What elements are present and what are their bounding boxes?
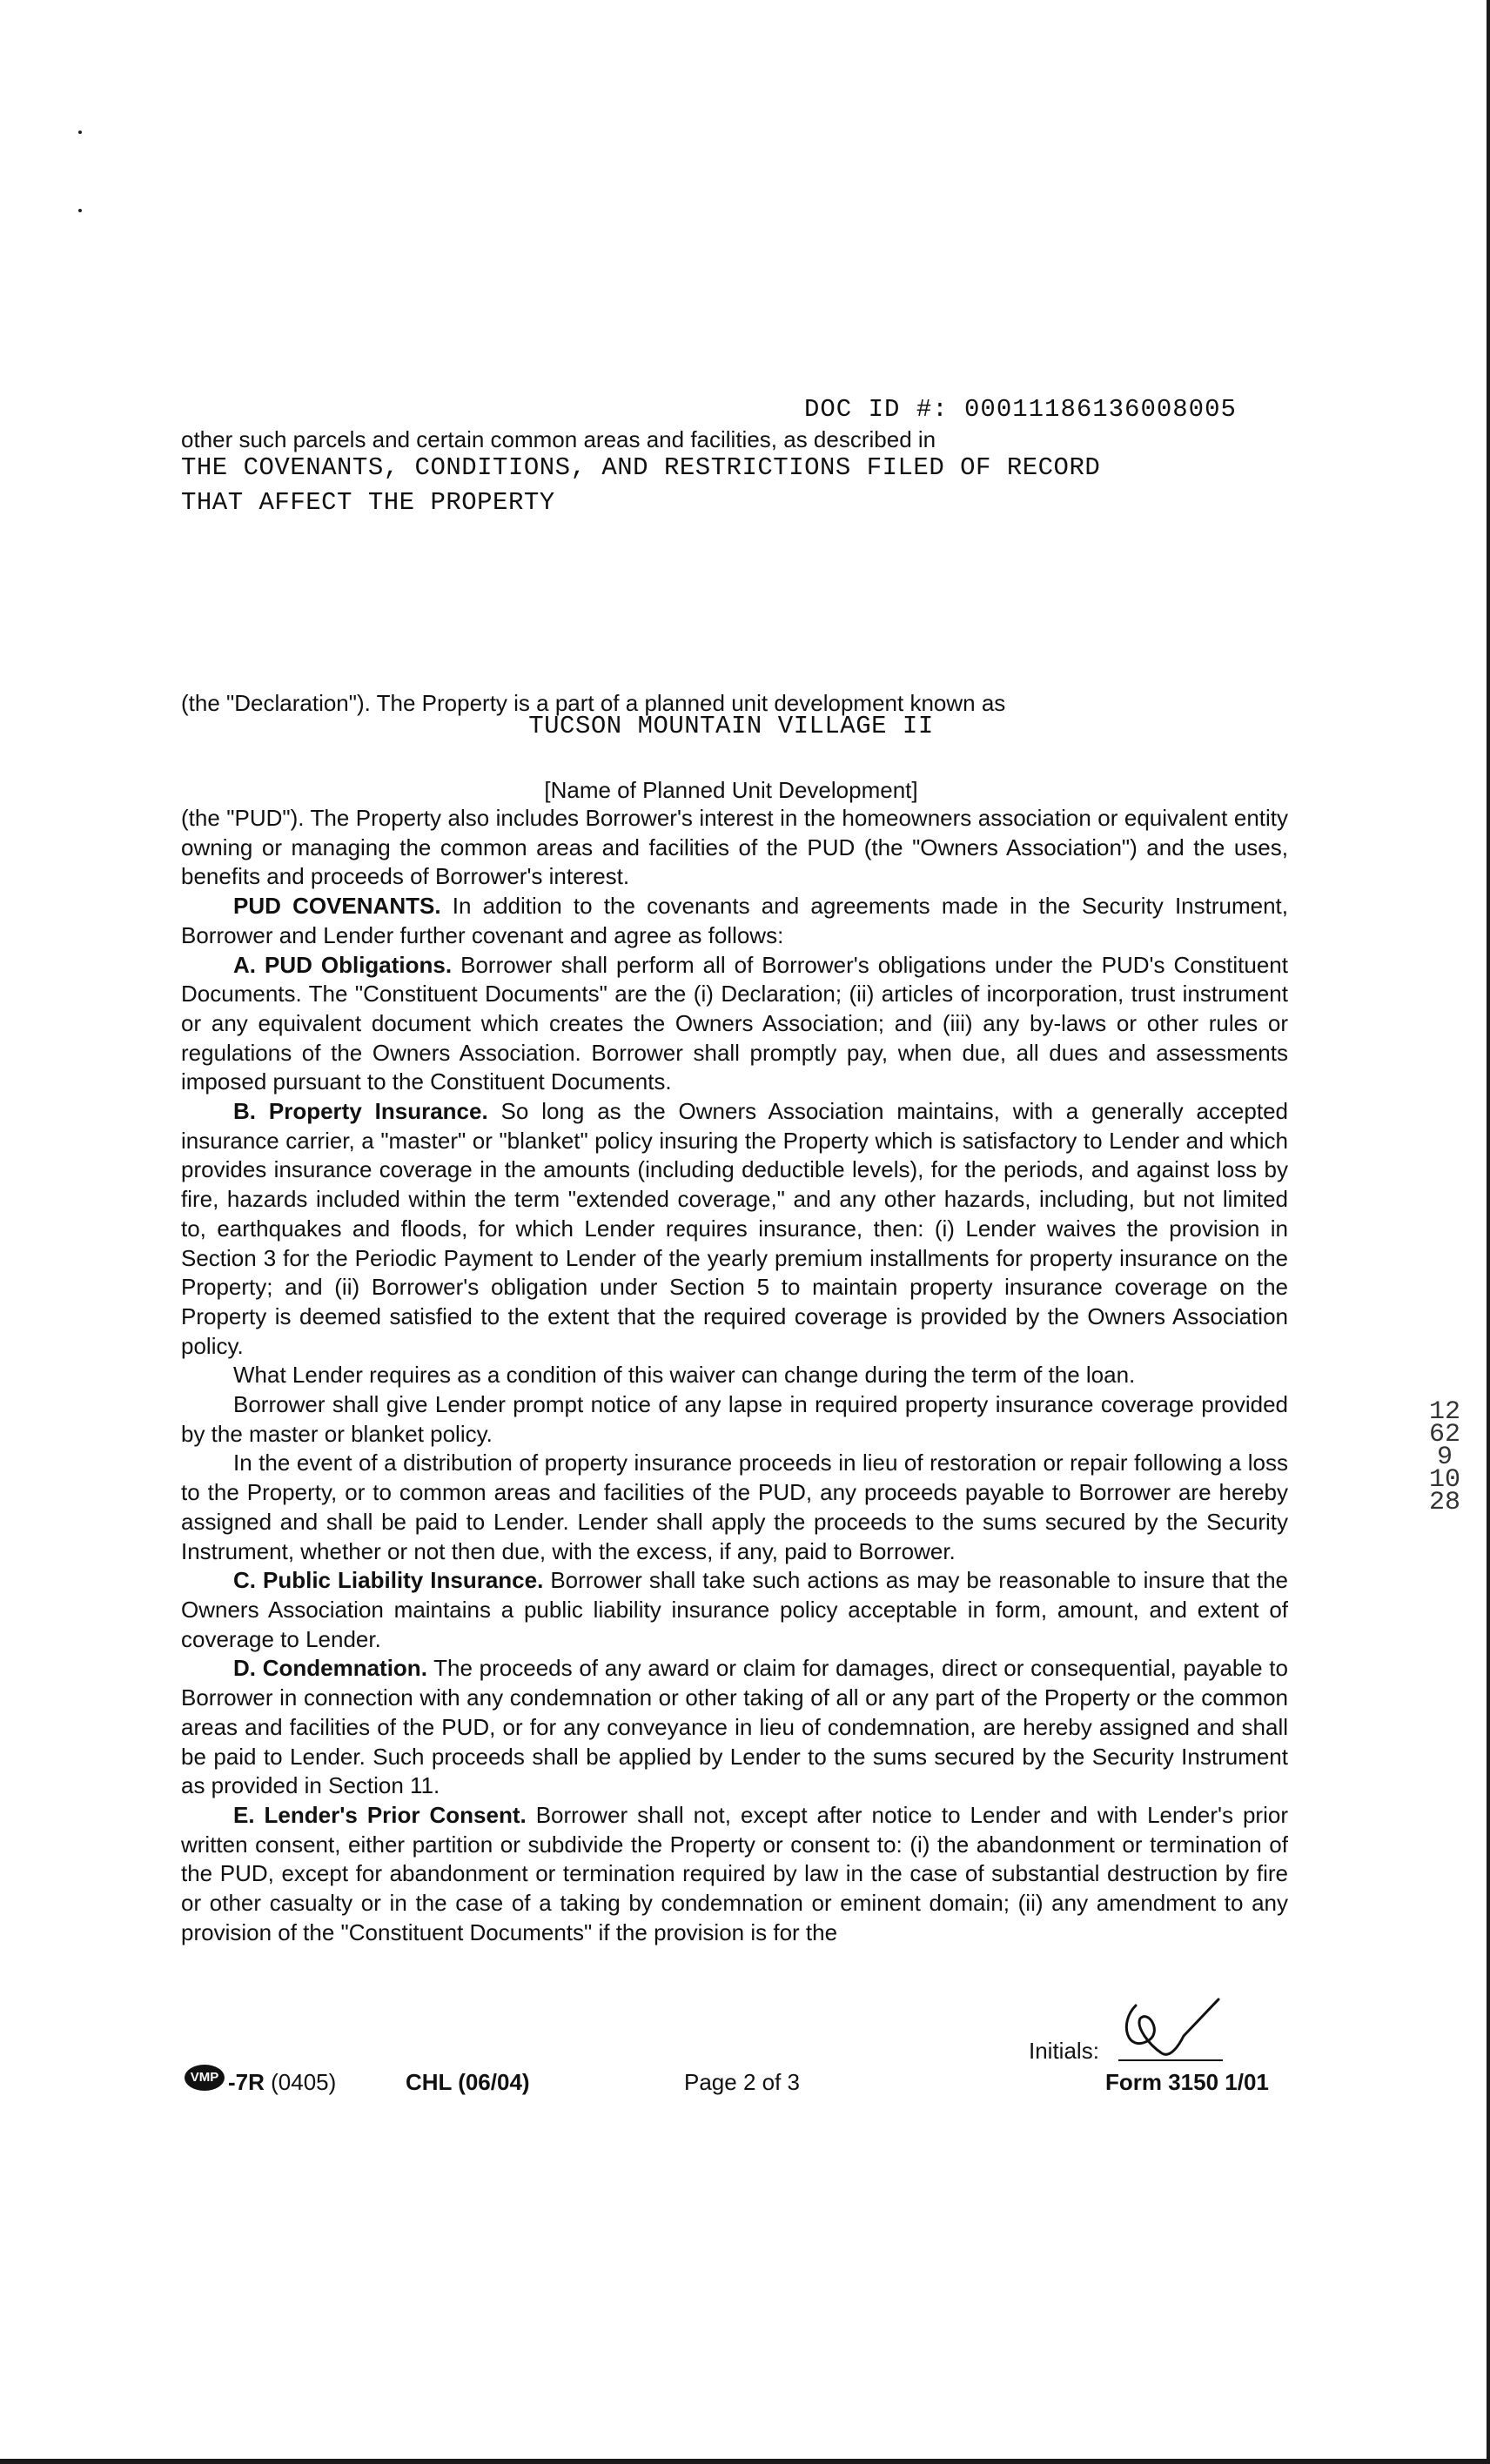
- form-number: Form 3150 1/01: [1105, 2069, 1269, 2095]
- section-b-paragraph: [181, 1097, 1288, 1361]
- form-code-bold: -7R: [228, 2069, 265, 2095]
- section-e-paragraph: [181, 1801, 1288, 1948]
- scan-border-right: [1487, 0, 1490, 2464]
- section-b-text: So long as the Owners Association maintains, with a generally accepted insurance carrier, a "master" or "blanket" policy insuring the Property which is satisfactory to Lender and which provides insurance coverage in the amounts (including deductible levels), for the periods, and against loss by fire, hazards included within the term "extended coverage," and any other hazards, including, but not limited to, earthquakes and floods, for which Lender requires insurance, then: (i) Lender waives the provision in Section 3 for the Periodic Payment to Lender of the yearly premium installments for property insurance on the Property; and (ii) Borrower's obligation under Section 5 to maintain property insurance coverage on the Property is deemed satisfied to the extent that the required coverage is provided by the Owners Association policy.: [181, 1098, 1288, 1359]
- form-code: [228, 2069, 336, 2096]
- section-b-notice: Borrower shall give Lender prompt notice of any lapse in required property insurance coverage provided by the master or blanket policy.: [181, 1391, 1288, 1447]
- vmp-logo: VMP: [185, 2065, 225, 2091]
- pud-intro-paragraph: (the "PUD"). The Property also includes Borrower's interest in the homeowners association or equivalent entity owning or managing the common areas and facilities of the PUD (the "Owners Association") and the uses, benefits and proceeds of Borrower's interest.: [181, 805, 1288, 890]
- form-code-date: (0405): [271, 2069, 337, 2095]
- section-b-heading: B. Property Insurance.: [233, 1098, 488, 1125]
- section-c-paragraph: [181, 1566, 1288, 1654]
- section-a-text: Borrower shall perform all of Borrower's obligations under the PUD's Constituent Documents. The "Constituent Documents" are the (i) Declaration; (ii) articles of incorporation, trust instrument or any equivalent document which creates the Owners Association; and (iii) any by-laws or other rules or regulations of the Owners Association. Borrower shall promptly pay, when due, all dues and assessments imposed pursuant to the Constituent Documents.: [181, 951, 1288, 1095]
- section-b-waiver: What Lender requires as a condition of this waiver can change during the term of the loan.: [233, 1362, 1136, 1389]
- section-c-text: Borrower shall take such actions as may be reasonable to insure that the Owners Association maintains a public liability insurance policy acceptable in form, amount, and extent of coverage to Lender.: [181, 1567, 1288, 1652]
- doc-id: DOC ID #: 00011186136008005: [804, 395, 1237, 424]
- declaration-line-2: THAT AFFECT THE PROPERTY: [181, 488, 555, 517]
- scan-speck: [78, 131, 82, 134]
- pud-covenants-paragraph: [181, 892, 1288, 950]
- initials-label: Initials:: [1029, 2038, 1099, 2064]
- section-d-heading: D. Condemnation.: [233, 1655, 427, 1682]
- scan-speck: [78, 209, 82, 212]
- section-a-paragraph: [181, 951, 1288, 1098]
- pud-name: TUCSON MOUNTAIN VILLAGE II: [528, 712, 934, 740]
- section-d-text: The proceeds of any award or claim for damages, direct or consequential, payable to Borrower in connection with any condemnation or other taking of all or any part of the Property or the common areas and facilities of the PUD, or for any conveyance in lieu of condemnation, are hereby assigned and shall be paid to Lender. Such proceeds shall be applied by Lender to the sums secured by the Security Instrument as provided in Section 11.: [181, 1655, 1288, 1799]
- chl-code: CHL (06/04): [406, 2069, 530, 2095]
- declaration-tail: (the "Declaration"). The Property is a part of a planned unit development known as: [181, 690, 1006, 716]
- pud-covenants-heading: PUD COVENANTS.: [233, 893, 441, 920]
- pud-name-caption: [Name of Planned Unit Development]: [544, 777, 918, 803]
- section-e-heading: E. Lender's Prior Consent.: [233, 1801, 527, 1828]
- section-e-text: Borrower shall not, except after notice to Lender and with Lender's prior written consent, either partition or subdivide the Property or consent to: (i) the abandonment or termination of the PUD, except for abandonment or termination required by law in the case of substantial destruction by fire or other casualty or in the case of a taking by condemnation or eminent domain; (ii) any amendment to any provision of the "Constituent Documents" if the provision is for the: [181, 1801, 1288, 1945]
- section-c-heading: C. Public Liability Insurance.: [233, 1567, 544, 1594]
- document-body: [181, 804, 1288, 1947]
- intro-line: other such parcels and certain common areas and facilities, as described in: [181, 426, 936, 452]
- scan-border-bottom: [0, 2459, 1490, 2464]
- pud-covenants-text: In addition to the covenants and agreements made in the Security Instrument, Borrower and Lender further covenant and agree as follows:: [181, 893, 1289, 948]
- margin-stamp: 12629 1028: [1428, 1397, 1460, 1517]
- section-a-heading: A. PUD Obligations.: [233, 951, 453, 978]
- declaration-line-1: THE COVENANTS, CONDITIONS, AND RESTRICTIONS FILED OF RECORD: [181, 453, 1101, 482]
- section-b-distribution: In the event of a distribution of property insurance proceeds in lieu of restoration or repair following a loss to the Property, or to common areas and facilities of the PUD, any proceeds payable to Borrower are hereby assigned and shall be paid to Lender. Lender shall apply the proceeds to the sums secured by the Security Instrument, whether or not then due, with the excess, if any, paid to Borrower.: [181, 1450, 1288, 1564]
- initials-signature: [1101, 1992, 1232, 2071]
- page-number: Page 2 of 3: [684, 2069, 800, 2095]
- section-d-paragraph: [181, 1654, 1288, 1801]
